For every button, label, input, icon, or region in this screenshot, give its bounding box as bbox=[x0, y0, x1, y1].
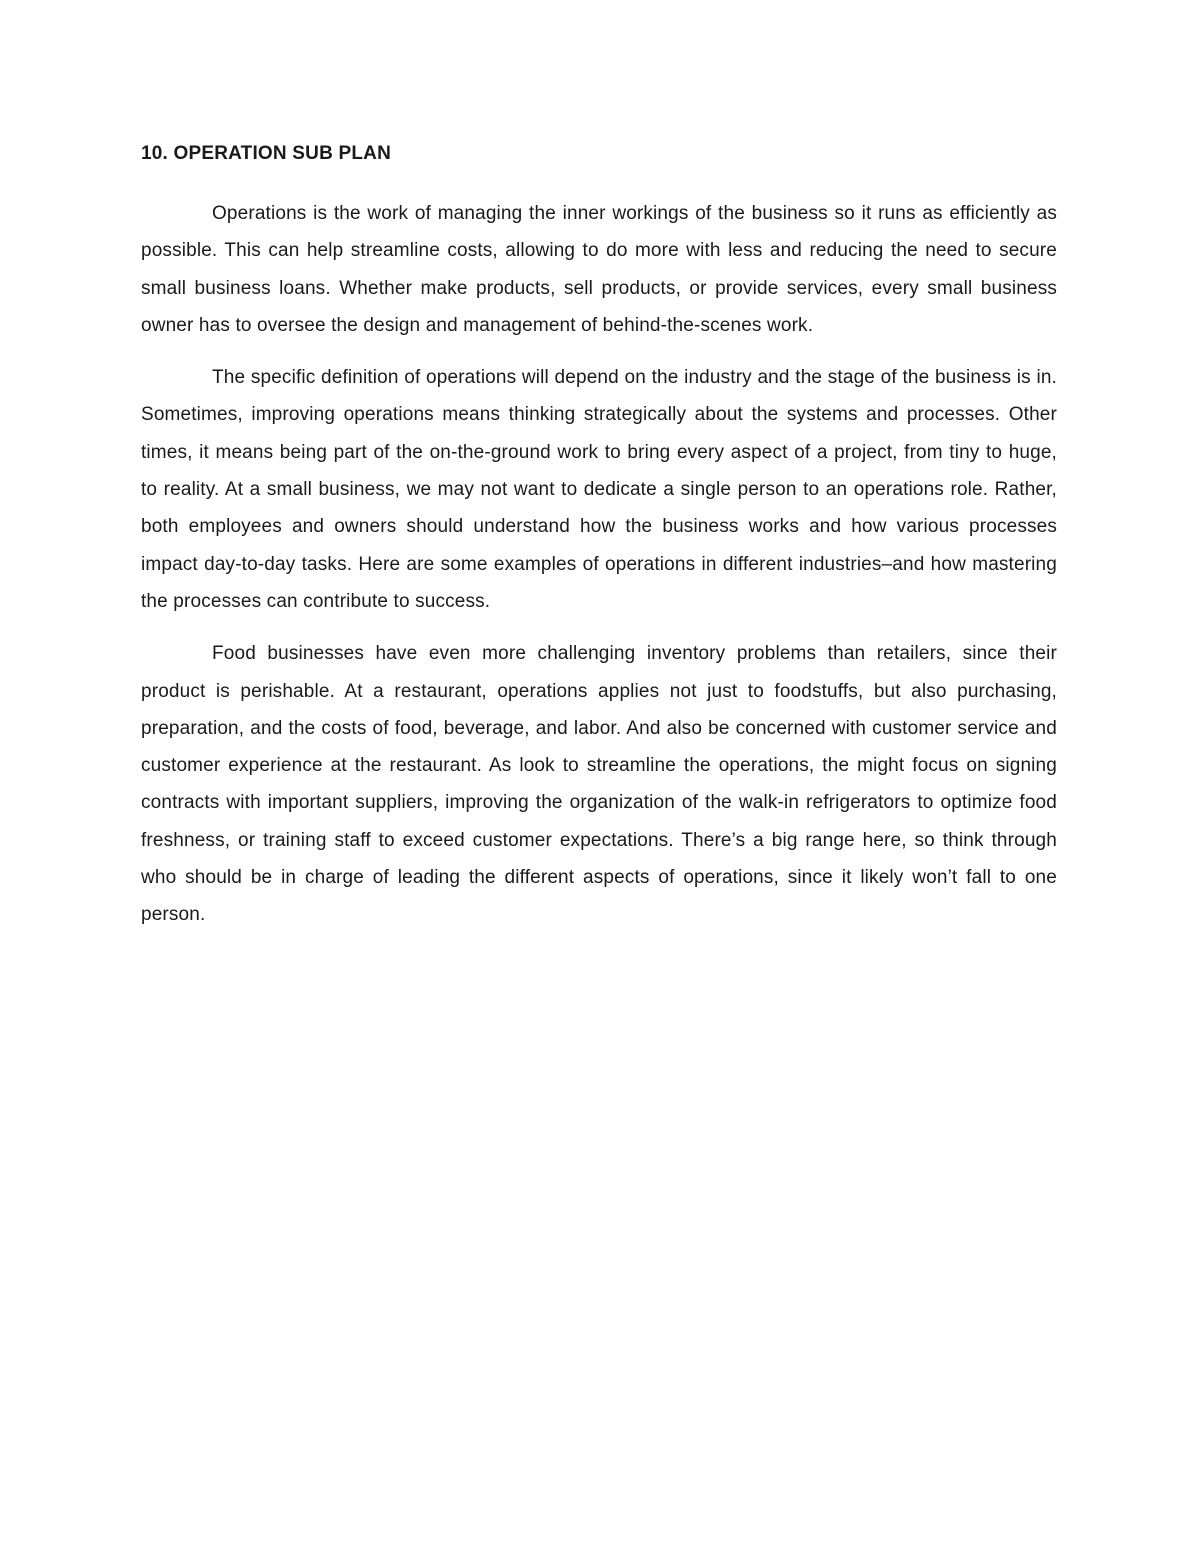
paragraph-food-businesses: Food businesses have even more challenging inventory problems than retailers, since their product is perishable. At a restaurant, operations applies not just to foodstuffs, but also purchasing, preparation, and the costs of food, beverage, and labor. And also be concerned with customer service and customer experience at the restaurant. As look to streamline the operations, the might focus on signing contracts with important suppliers, improving the organization of the walk-in refrigerators to optimize food freshness, or training staff to exceed customer expectations. There’s a big range here, so think through who should be in charge of leading the different aspects of operations, since it likely won’t fall to one person. bbox=[141, 643, 1057, 926]
paragraph-operations-definition: Operations is the work of managing the inner workings of the business so it runs as efficiently as possible. This can help streamline costs, allowing to do more with less and reducing the need to secure small business loans. Whether make products, sell products, or provide services, every small business owner has to oversee the design and management of behind-the-scenes work. bbox=[141, 203, 1057, 336]
paragraph-specific-definition: The specific definition of operations will depend on the industry and the stage of the business is in. Sometimes, improving operations means thinking strategically about the systems and processes. Other times, it means being part of the on-the-ground work to bring every aspect of a project, from tiny to huge, to reality. At a small business, we may not want to dedicate a single person to an operations role. Rather, both employees and owners should understand how the business works and how various processes impact day-to-day tasks. Here are some examples of operations in different industries–and how mastering the processes can contribute to success. bbox=[141, 367, 1057, 612]
section-heading: 10. OPERATION SUB PLAN bbox=[141, 143, 392, 164]
document-body bbox=[141, 141, 1057, 934]
